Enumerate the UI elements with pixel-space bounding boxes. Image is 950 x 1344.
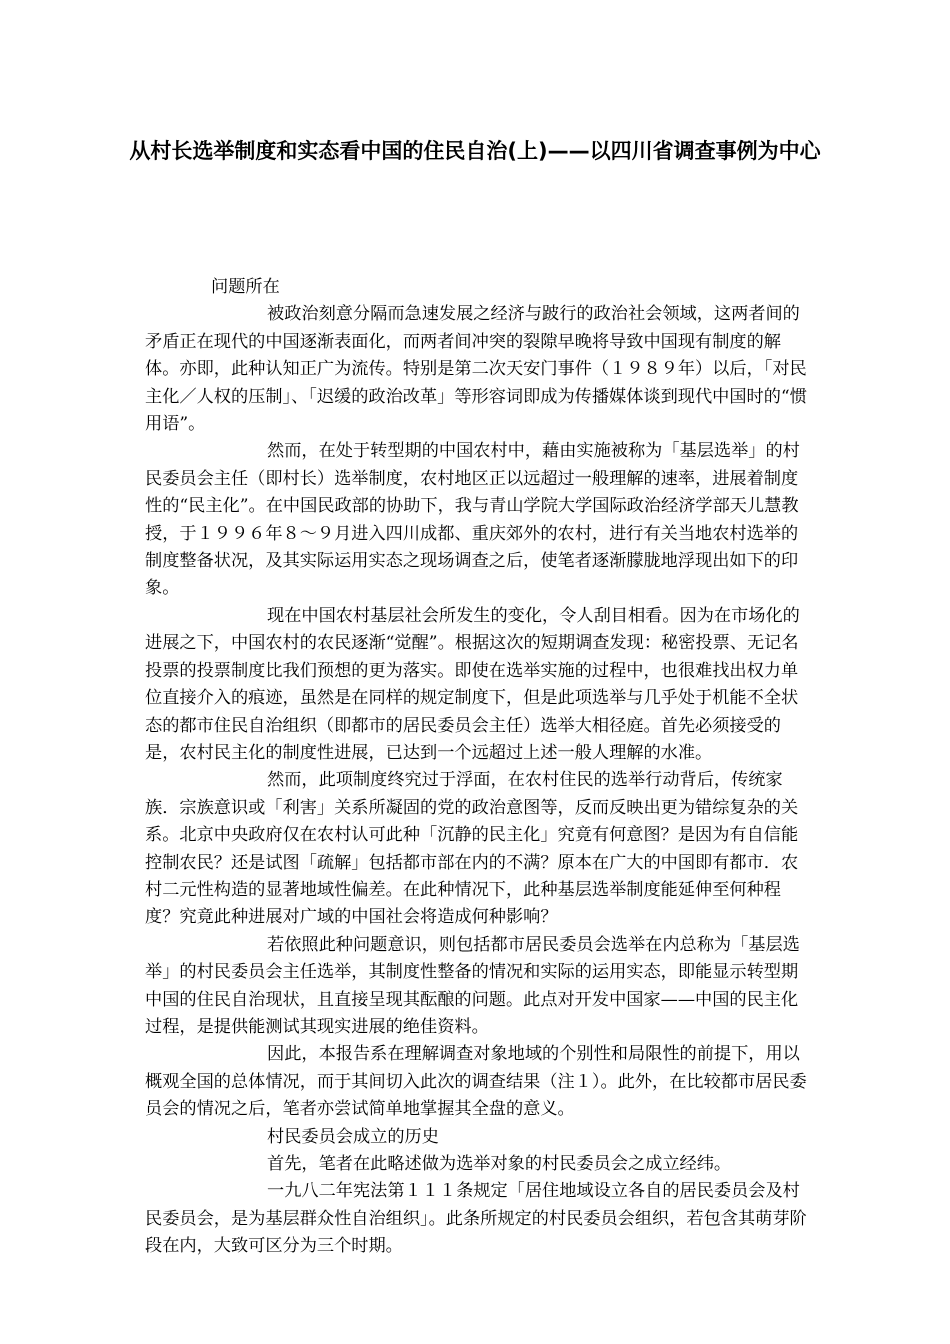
document-title: 从村长选举制度和实态看中国的住民自治(上)——以四川省调查事例为中心 [129, 139, 821, 163]
document-body [145, 274, 815, 1261]
paragraph: 首先，笔者在此略述做为选举对象的村民委员会之成立经纬。 [267, 1154, 732, 1174]
paragraph: 现在中国农村基层社会所发生的变化，令人刮目相看。因为在市场化的进展之下，中国农村的农民逐渐“觉醒”。根据这次的短期调查发现：秘密投票、无记名投票的投票制度比我们预想的更为落实。即使在选举实施的过程中，也很难找出权力单位直接介入的痕迹，虽然是在同样的规定制度下，但是此项选举与几乎处于机能不全状态的都市住民自治组织（即都市的居民委员会主任）选举大相径庭。首先必须接受的是，农村民主化的制度性进展，已达到一个远超过上述一般人理解的水准。 [145, 605, 800, 763]
paragraph: 然而，此项制度终究过于浮面，在农村住民的选举行动背后，传统家族．宗族意识或「利害」关系所凝固的党的政治意图等，反而反映出更为错综复杂的关系。北京中央政府仅在农村认可此种「沉静的民主化」究竟有何意图？是因为有自信能控制农民？还是试图「疏解」包括都市部在内的不满？原本在广大的中国即有都市．农村二元性构造的显著地域性偏差。在此种情况下，此种基层选举制度能延伸至何种程度？究竟此种进展对广域的中国社会将造成何种影响？ [145, 770, 799, 928]
paragraph: 然而，在处于转型期的中国农村中，藉由实施被称为「基层选举」的村民委员会主任（即村长）选举制度，农村地区正以远超过一般理解的速率，进展着制度性的“民主化”。在中国民政部的协助下，我与青山学院大学国际政治经济学部天儿慧教授，于１９９６年８～９月进入四川成都、重庆郊外的农村，进行有关当地农村选举的制度整备状况，及其实际运用实态之现场调查之后，使笔者逐渐朦胧地浮现出如下的印象。 [145, 441, 800, 599]
paragraph: 一九八二年宪法第１１１条规定「居住地域设立各自的居民委员会及村民委员会，是为基层群众性自治组织」。此条所规定的村民委员会组织，若包含其萌芽阶段在内，大致可区分为三个时期。 [145, 1181, 807, 1257]
section-heading-problem: 问题所在 [211, 277, 280, 297]
section-heading-history: 村民委员会成立的历史 [267, 1126, 439, 1147]
paragraph: 被政治刻意分隔而急速发展之经济与跛行的政治社会领域，这两者间的矛盾正在现代的中国逐渐表面化，而两者间冲突的裂隙早晚将导致中国现有制度的解体。亦即，此种认知正广为流传。特别是第二次天安门事件（１９８９年）以后，「对民主化／人权的压制」、「迟缓的政治改革」等形容词即成为传播媒体谈到现代中国时的“惯用语”。 [145, 304, 807, 435]
paragraph: 因此，本报告系在理解调查对象地域的个别性和局限性的前提下，用以概观全国的总体情况，而于其间切入此次的调查结果（注１）。此外，在比较都市居民委员会的情况之后，笔者亦尝试简单地掌握其全盘的意义。 [145, 1044, 807, 1120]
paragraph: 若依照此种问题意识，则包括都市居民委员会选举在内总称为「基层选举」的村民委员会主任选举，其制度性整备的情况和实际的运用实态，即能显示转型期中国的住民自治现状，且直接呈现其酝酿的问题。此点对开发中国家——中国的民主化过程，是提供能测试其现实进展的绝佳资料。 [145, 934, 800, 1037]
